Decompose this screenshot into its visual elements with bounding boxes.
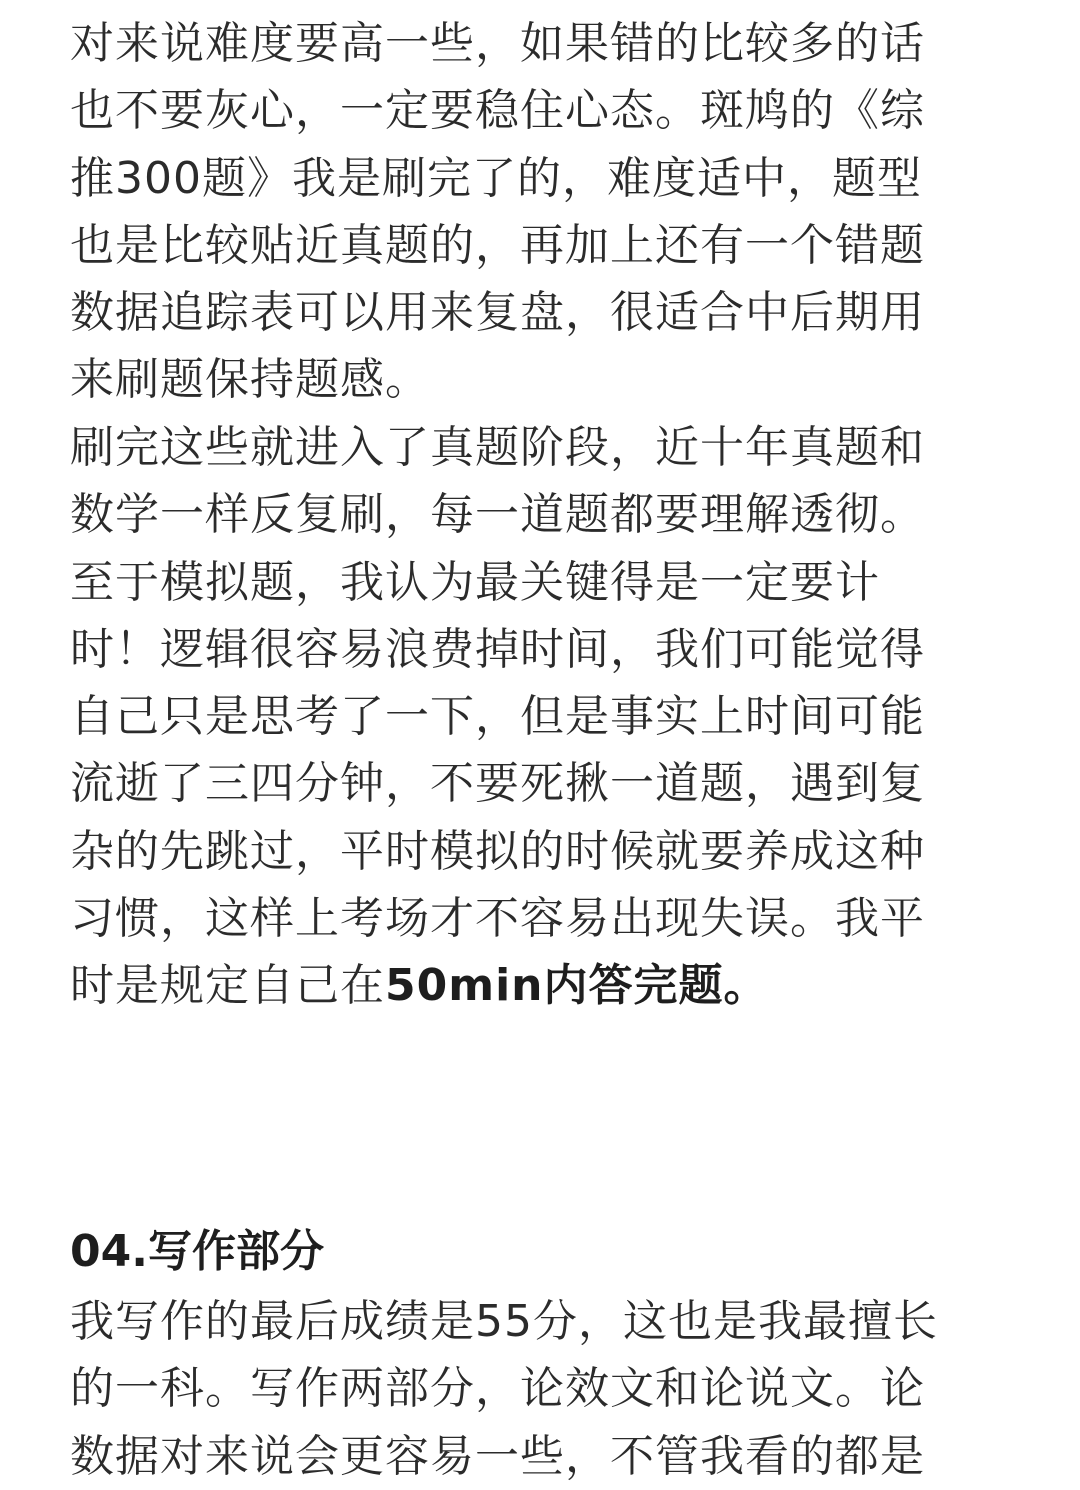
text-line: 数学一样反复刷，每一道题都要理解透彻。 [70,489,925,541]
bold-highlight: 50min内答完题。 [385,960,769,1012]
text-line: 数据追踪表可以用来复盘，很适合中后期用 [70,287,925,339]
text-line: 推300题》我是刷完了的，难度适中，题型 [70,152,922,204]
text-line: 也是比较贴近真题的，再加上还有一个错题 [70,219,925,271]
text-line: 时！逻辑很容易浪费掉时间，我们可能觉得 [70,623,925,675]
paragraph-writing [70,1288,1020,1490]
text-line: 刷完这些就进入了真题阶段，近十年真题和 [70,422,925,473]
paragraph-past-papers [70,414,1020,1020]
text-line: 流逝了三四分钟，不要死揪一道题，遇到复 [70,758,925,810]
text-line: 自己只是思考了一下，但是事实上时间可能 [70,691,925,743]
text-line-last [70,952,1020,1019]
text-line: 我写作的最后成绩是55分，这也是我最擅长 [70,1296,938,1347]
text-line-prefix: 时是规定自己在 [70,960,385,1012]
text-line: 习惯，这样上考场才不容易出现失误。我平 [70,893,925,945]
text-line: 至于模拟题，我认为最关键得是一定要计 [70,556,880,608]
text-line: 来刷题保持题感。 [70,354,430,406]
text-line: 的一科。写作两部分，论效文和论说文。论 [70,1363,925,1415]
paragraph-logic-practice [70,10,1020,414]
text-line: 也不要灰心，一定要稳住心态。斑鸠的《综 [70,85,925,137]
section-heading-writing: 04.写作部分 [70,1226,324,1277]
text-line: 对来说难度要高一些，如果错的比较多的话 [70,18,925,69]
text-line: 杂的先跳过，平时模拟的时候就要养成这种 [70,825,925,877]
text-line: 数据对来说会更容易一些，不管我看的都是 [70,1430,925,1482]
